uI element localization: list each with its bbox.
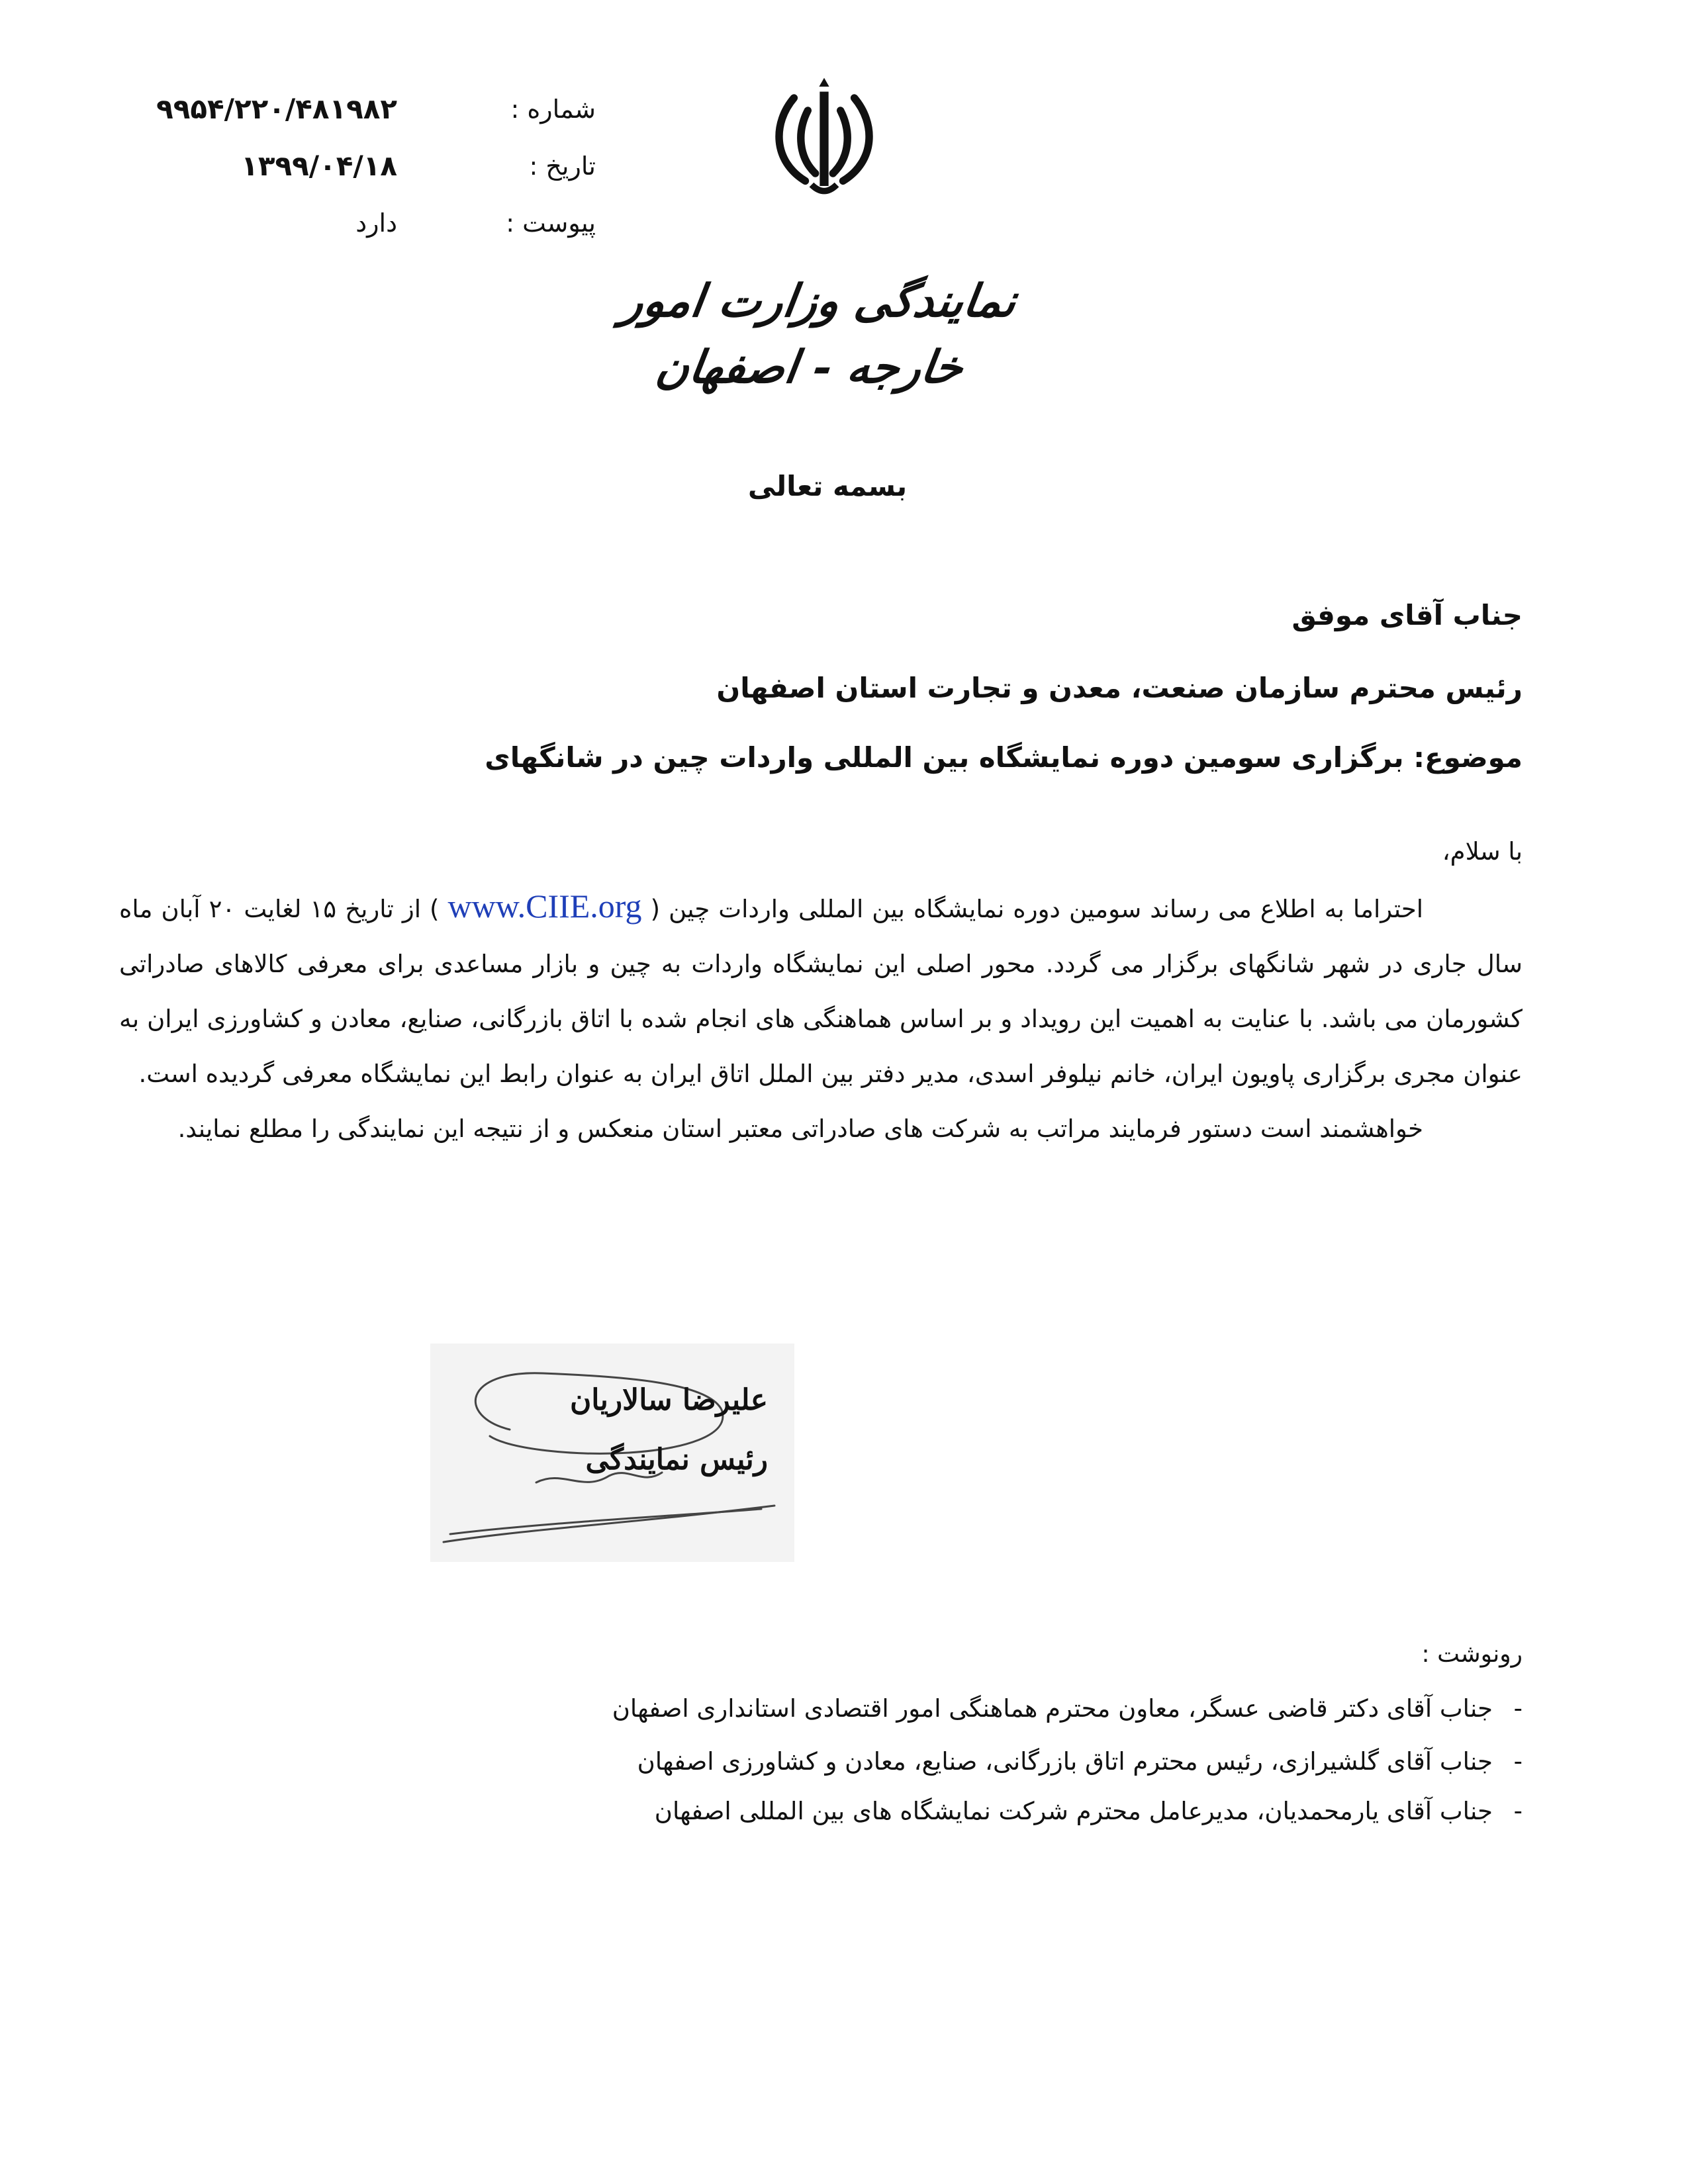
attachment-row: [119, 203, 596, 260]
copy-dash: -: [1513, 1747, 1523, 1776]
copy-item-text: جناب آقای دکتر قاضی عسگر، معاون محترم هماهنگی امور اقتصادی استانداری اصفهان: [612, 1694, 1493, 1723]
subject-line: موضوع: برگزاری سومین دوره نمایشگاه بین المللی واردات چین در شانگهای: [485, 741, 1523, 774]
recipient-title: رئیس محترم سازمان صنعت، معدن و تجارت استان اصفهان: [716, 672, 1523, 704]
attachment-value: دارد: [355, 208, 397, 238]
office-title: نمایندگی وزارت امور خارجه - اصفهان: [618, 275, 1020, 394]
number-row: [119, 89, 596, 146]
copy-item: [199, 1688, 1523, 1730]
number-label: شماره :: [510, 95, 596, 124]
copy-dash: -: [1513, 1797, 1523, 1825]
signature-block: [430, 1343, 794, 1562]
letter-meta: [119, 89, 596, 260]
iran-emblem-icon: [761, 73, 887, 199]
recipient-name: جناب آقای موفق: [1291, 599, 1523, 631]
copy-item-text: جناب آقای یارمحمدیان، مدیرعامل محترم شرکت نمایشگاه های بین المللی اصفهان: [654, 1797, 1493, 1825]
copy-item: [199, 1790, 1523, 1833]
signatory-name: علیرضا سالاریان: [569, 1383, 768, 1417]
copy-item: [199, 1741, 1523, 1783]
ciie-link[interactable]: www.CIIE.org: [447, 887, 642, 925]
body-paragraph-1: [119, 879, 1523, 1101]
p1-before-link: احتراما به اطلاع می رساند سومین دوره نمایشگاه بین المللی واردات چین (: [650, 895, 1424, 923]
number-value: ۹۹۵۴/۲۲۰/۴۸۱۹۸۲: [156, 93, 397, 125]
attachment-label: پیوست :: [506, 208, 596, 238]
date-value: ۱۳۹۹/۰۴/۱۸: [241, 150, 397, 182]
bismillah-heading: بسمه تعالی: [747, 470, 908, 502]
signatory-title: رئیس نمایندگی: [585, 1443, 768, 1477]
body-paragraph-2: خواهشمند است دستور فرمایند مراتب به شرکت های صادراتی معتبر استان منعکس و از نتیجه این نمایندگی را مطلع نمایند.: [177, 1115, 1423, 1143]
date-row: [119, 146, 596, 203]
copy-dash: -: [1513, 1694, 1523, 1723]
copy-item-text: جناب آقای گلشیرازی، رئیس محترم اتاق بازرگانی، صنایع، معادن و کشاورزی اصفهان: [637, 1747, 1493, 1776]
greeting: با سلام،: [1442, 837, 1523, 866]
date-label: تاریخ :: [529, 152, 596, 181]
p1-after-link: ) از تاریخ ۱۵ لغایت ۲۰ آبان ماه سال جاری در شهر شانگهای برگزار می گردد. محور اصلی این نمایشگاه واردات به چین و بازار مساعدی برای معرفی کالاهای صادراتی کشورمان می باشد. با عنایت به اهمیت این رویداد و بر اساس هماهنگی های انجام شده با اتاق بازرگانی، صنایع، معادن و کشاورزی ایران به عنوان مجری برگزاری پاویون ایران، خانم نیلوفر اسدی، مدیر دفتر بین الملل اتاق ایران به عنوان رابط این نمایشگاه معرفی گردیده است.: [119, 895, 1523, 1088]
letter-body: [119, 824, 1523, 1156]
copies-label: رونوشت :: [1421, 1641, 1523, 1668]
